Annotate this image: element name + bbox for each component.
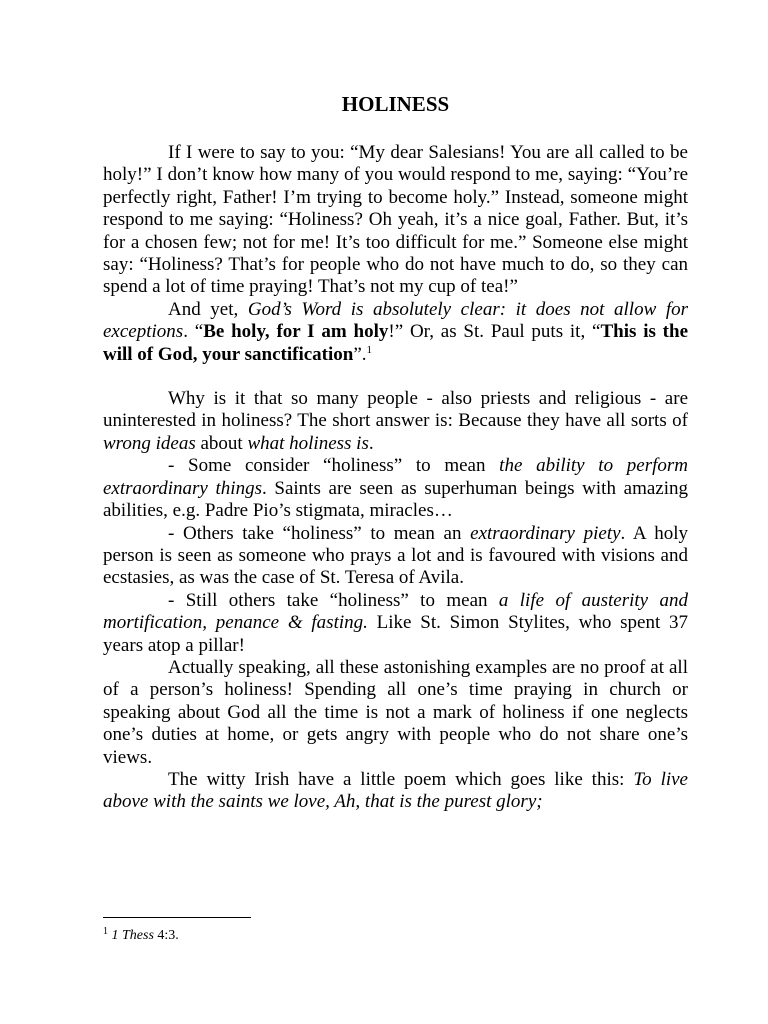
paragraph-gap [103,366,688,388]
paragraph-some-consider [103,455,688,522]
be-holy-bold: Be holy, for I am holy [203,321,389,343]
paragraph-and-yet [103,299,688,366]
why-text: Why is it that so many people - also priests and religious - are uninterested in holiness? The short answer is: Because they have all sorts of [103,388,688,432]
footnote-verse: 4:3. [153,928,179,943]
austerity-italic: a life of austerity and mortification, penance & fasting. [103,589,688,634]
poem-italic: To live above with the saints we love, Ah, that is the purest glory; [103,768,688,813]
still-others-text-2: Like St. Simon Stylites, who spent 37 years atop a pillar! [103,612,689,656]
why-text-2: about [195,432,248,454]
paragraph-others-take [103,523,688,590]
wrong-ideas-italic: wrong ideas [103,432,196,454]
what-holiness-is-italic: what holiness is [247,432,369,454]
footnote-book: 1 Thess [111,928,154,943]
paragraph-why [103,388,688,455]
and-yet-text-3: !” Or, as St. Paul puts it, “ [388,321,601,343]
footnote [103,927,179,945]
footnote-separator [103,917,251,918]
footnote-number: 1 [103,926,108,937]
and-yet-text-2: . “ [183,321,204,343]
some-consider-text-2: . Saints are seen as superhuman beings with amazing abilities, e.g. Padre Pio’s stigmata, miracles… [103,477,688,522]
paragraph-actually-speaking [103,657,688,769]
page-title: HOLINESS [341,92,450,116]
footnote-reference: 1 [366,343,373,356]
extraordinary-things-italic: the ability to perform extraordinary things [103,455,688,499]
others-take-text: - Others take “holiness” to mean an [168,522,471,544]
intro-text: If I were to say to you: “My dear Salesians! You are all called to be holy!” I don’t know how many of you would respond to me, saying: “You’re perfectly right, Father! I’m trying to become holy.” Instead, someone might respond to me saying: “Holiness? Oh yeah, it’s a nice goal, Father. But, it’s for a chosen few; not for me! It’s too difficult for me.” Someone else might say: “Holiness? That’s for people who do not have much to do, so they can spend a lot of time praying! That’s not my cup of tea!” [103,142,688,298]
paragraph-intro [103,142,688,299]
will-of-god-bold: This is the will of God, your sanctification [103,321,689,365]
why-text-3: . [368,432,374,454]
and-yet-text-4: ”. [353,343,367,365]
paragraph-witty-irish [103,769,688,814]
actually-speaking-text: Actually speaking, all these astonishing examples are no proof at all of a person’s holiness! Spending all one’s time praying in church or speaking about God all the time is not a mark of holiness if one neglects one’s duties at home, or gets angry with people who do not share one’s views. [103,656,688,768]
still-others-text: - Still others take “holiness” to mean [168,589,499,611]
extraordinary-piety-italic: extraordinary piety [470,522,621,544]
paragraph-still-others [103,590,688,657]
others-take-text-2: . A holy person is seen as someone who prays a lot and is favoured with visions and ecstasies, as was the case of St. Teresa of Avila. [103,522,688,589]
witty-irish-text: The witty Irish have a little poem which goes like this: [168,768,634,790]
and-yet-text: And yet, [168,298,248,320]
gods-word-italic: God’s Word is absolutely clear: it does not allow for exceptions [103,298,689,343]
some-consider-text: - Some consider “holiness” to mean [168,455,500,477]
